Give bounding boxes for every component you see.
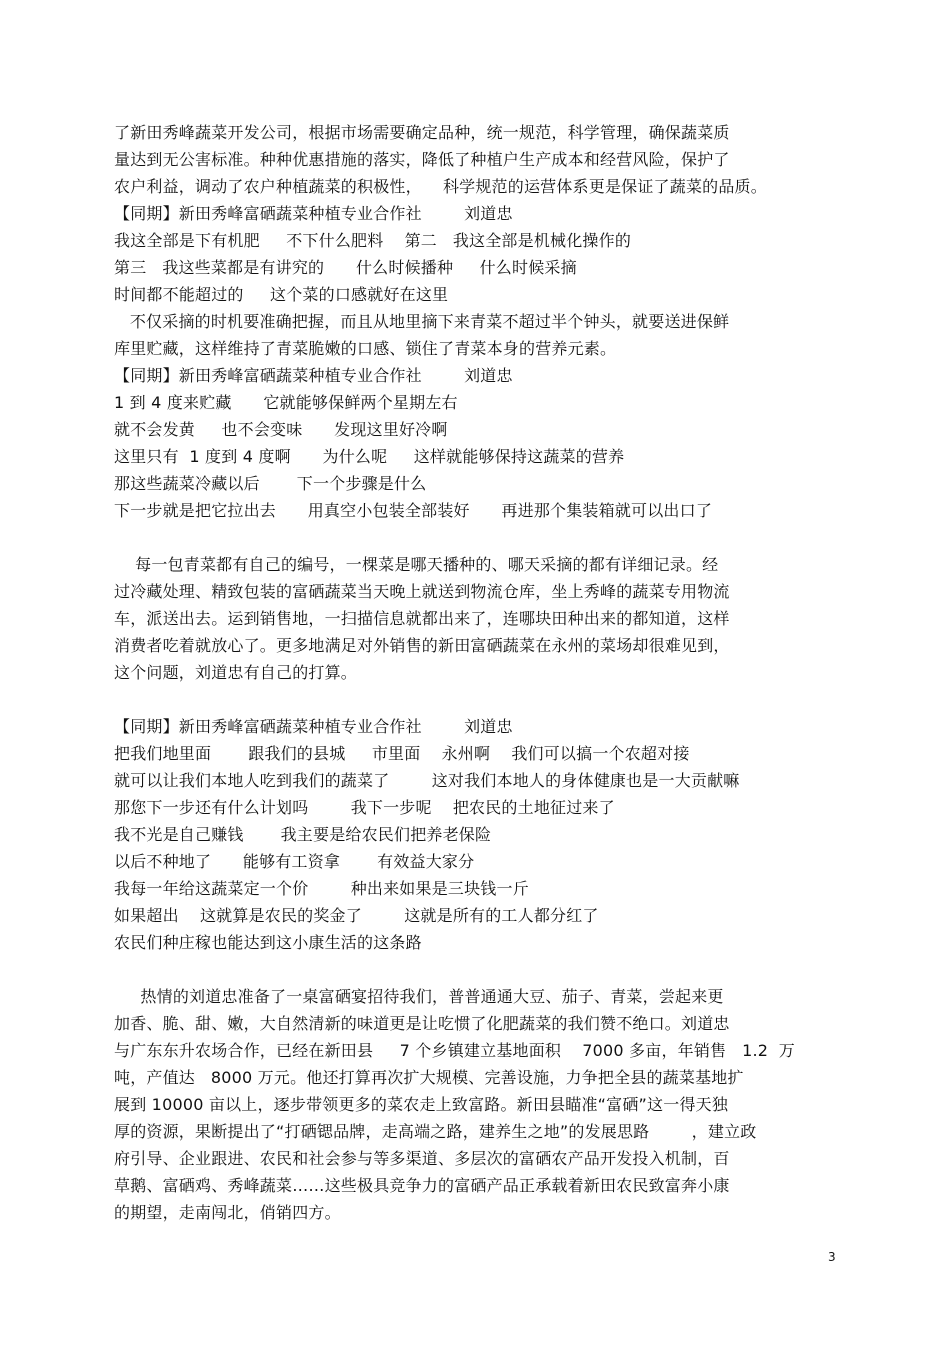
text-line: 热情的刘道忠准备了一桌富硒宴招待我们，普普通通大豆、茄子、青菜，尝起来更 (114, 987, 724, 1006)
text-line: 过冷藏处理、精致包装的富硒蔬菜当天晚上就送到物流仓库，坐上秀峰的蔬菜专用物流 (114, 582, 730, 601)
quote-line: 如果超出 这就算是农民的奖金了 这就是所有的工人都分红了 (114, 906, 599, 925)
text-line: 每一包青菜都有自己的编号，一棵菜是哪天播种的、哪天采摘的都有详细记录。经 (114, 555, 719, 574)
quote-line: 把我们地里面 跟我们的县城 市里面 永州啊 我们可以搞一个农超对接 (114, 744, 690, 763)
document-body (114, 119, 844, 1226)
quote-line: 1 到 4 度来贮藏 它就能够保鲜两个星期左右 (114, 393, 458, 412)
quote-line: 那这些蔬菜冷藏以后 下一个步骤是什么 (114, 474, 427, 493)
text-line: 府引导、企业跟进、农民和社会参与等多渠道、多层次的富硒农产品开发投入机制，百 (114, 1149, 730, 1168)
quote-line: 就可以让我们本地人吃到我们的蔬菜了 这对我们本地人的身体健康也是一大贡献嘛 (114, 771, 740, 790)
text-line: 库里贮藏，这样维持了青菜脆嫩的口感、锁住了青菜本身的营养元素。 (114, 339, 617, 358)
text-line: 农户利益，调动了农户种植蔬菜的积极性， 科学规范的运营体系更是保证了蔬菜的品质。 (114, 177, 767, 196)
text-line: 消费者吃着就放心了。更多地满足对外销售的新田富硒蔬菜在永州的菜场却很难见到， (114, 636, 730, 655)
quote-line: 第三 我这些菜都是有讲究的 什么时候播种 什么时候采摘 (114, 258, 577, 277)
quote-line: 就不会发黄 也不会变味 发现这里好冷啊 (114, 420, 448, 439)
page-number: 3 (828, 1250, 836, 1264)
blank-line (114, 956, 844, 983)
speaker-line: 【同期】新田秀峰富硒蔬菜种植专业合作社 刘道忠 (114, 204, 513, 223)
speaker-line: 【同期】新田秀峰富硒蔬菜种植专业合作社 刘道忠 (114, 366, 513, 385)
text-line: 厚的资源，果断提出了“打硒锶品牌，走高端之路，建养生之地”的发展思路 ，建立政 (114, 1122, 757, 1141)
quote-line: 我这全部是下有机肥 不下什么肥料 第二 我这全部是机械化操作的 (114, 231, 632, 250)
text-line: 草鹅、富硒鸡、秀峰蔬菜……这些极具竞争力的富硒产品正承载着新田农民致富奔小康 (114, 1176, 730, 1195)
quote-line: 农民们种庄稼也能达到这小康生活的这条路 (114, 933, 422, 952)
quote-line: 下一步就是把它拉出去 用真空小包装全部装好 再进那个集装箱就可以出口了 (114, 501, 713, 520)
blank-line (114, 686, 844, 713)
text-line: 展到 10000 亩以上，逐步带领更多的菜农走上致富路。新田县瞄准“富硒”这一得天独 (114, 1095, 729, 1114)
quote-line: 我不光是自己赚钱 我主要是给农民们把养老保险 (114, 825, 492, 844)
quote-line: 时间都不能超过的 这个菜的口感就好在这里 (114, 285, 449, 304)
text-line: 的期望，走南闯北，俏销四方。 (114, 1203, 341, 1222)
quote-line: 这里只有 1 度到 4 度啊 为什么呢 这样就能够保持这蔬菜的营养 (114, 447, 625, 466)
text-line: 加香、脆、甜、嫩，大自然清新的味道更是让吃惯了化肥蔬菜的我们赞不绝口。刘道忠 (114, 1014, 730, 1033)
text-line: 了新田秀峰蔬菜开发公司，根据市场需要确定品种，统一规范，科学管理，确保蔬菜质 (114, 123, 730, 142)
blank-line (114, 524, 844, 551)
text-line: 车，派送出去。运到销售地，一扫描信息就都出来了，连哪块田种出来的都知道，这样 (114, 609, 730, 628)
speaker-line: 【同期】新田秀峰富硒蔬菜种植专业合作社 刘道忠 (114, 717, 513, 736)
text-line: 这个问题，刘道忠有自己的打算。 (114, 663, 358, 682)
text-line: 与广东东升农场合作，已经在新田县 7 个乡镇建立基地面积 7000 多亩，年销售 1.2 万 (114, 1041, 795, 1060)
text-line: 吨，产值达 8000 万元。他还打算再次扩大规模、完善设施，力争把全县的蔬菜基地扩 (114, 1068, 744, 1087)
text-line: 不仅采摘的时机要准确把握，而且从地里摘下来青菜不超过半个钟头，就要送进保鲜 (114, 312, 730, 331)
quote-line: 我每一年给这蔬菜定一个价 种出来如果是三块钱一斤 (114, 879, 529, 898)
quote-line: 以后不种地了 能够有工资拿 有效益大家分 (114, 852, 475, 871)
text-line: 量达到无公害标准。种种优惠措施的落实，降低了种植户生产成本和经营风险，保护了 (114, 150, 730, 169)
quote-line: 那您下一步还有什么计划吗 我下一步呢 把农民的土地征过来了 (114, 798, 615, 817)
